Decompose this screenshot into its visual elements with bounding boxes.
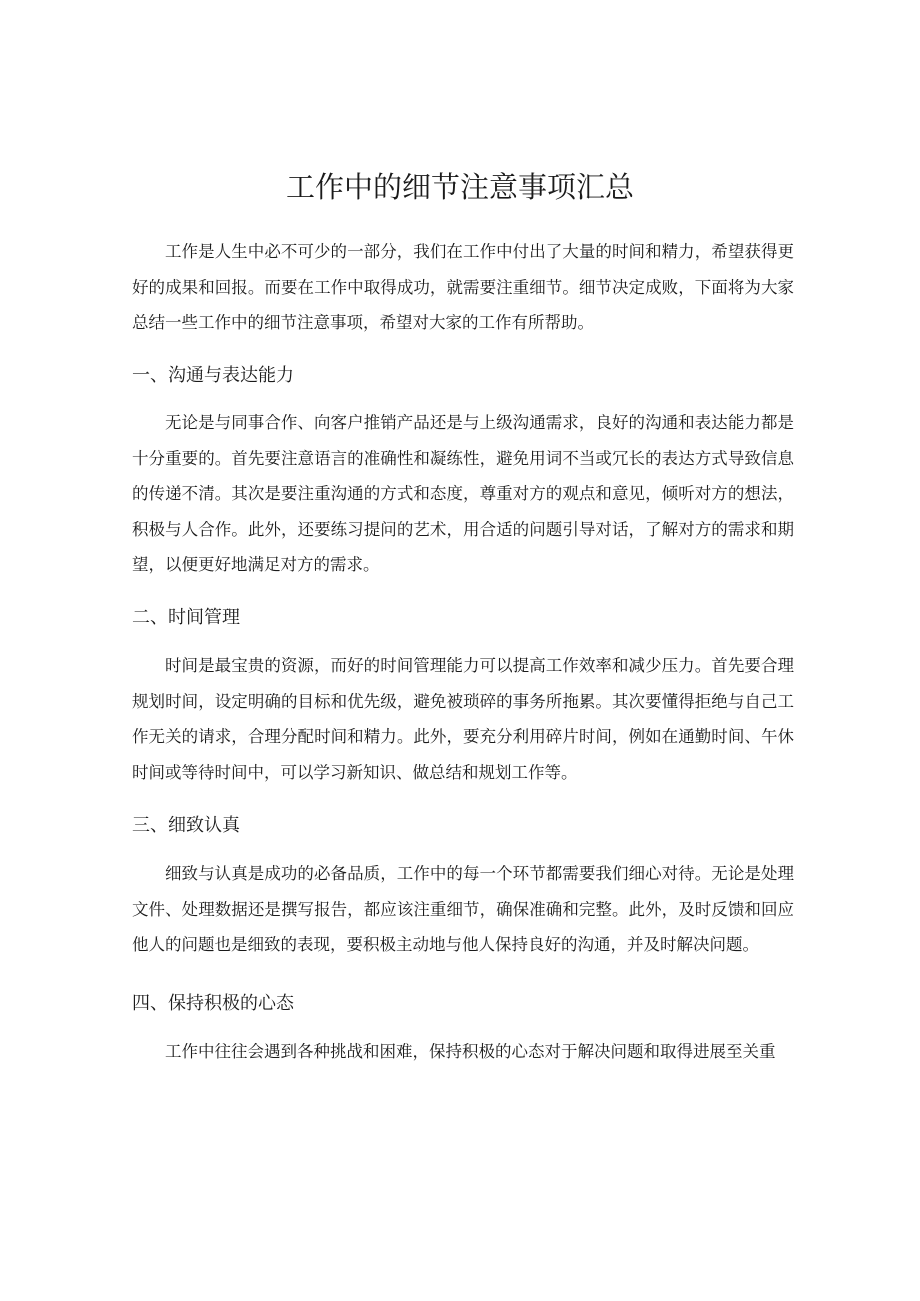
section-heading-time-management: 二、时间管理 [132,607,240,628]
intro-paragraph: 工作是人生中必不可少的一部分，我们在工作中付出了大量的时间和精力，希望获得更好的成果和回报。而要在工作中取得成功，就需要注重细节。细节决定成败，下面将为大家总结一些工作中的细节注意事项，希望对大家的工作有所帮助。 [132,242,794,332]
section-body-positive-attitude: 工作中往往会遇到各种挑战和困难，保持积极的心态对于解决问题和取得进展至关重 [165,1042,776,1061]
section-body-attention-to-detail: 细致与认真是成功的必备品质，工作中的每一个环节都需要我们细心对待。无论是处理文件、处理数据还是撰写报告，都应该注重细节，确保准确和完整。此外，及时反馈和回应他人的问题也是细致的表现，要积极主动地与他人保持良好的沟通，并及时解决问题。 [132,864,794,954]
section-heading-attention-to-detail: 三、细致认真 [132,815,240,836]
section-heading-communication: 一、沟通与表达能力 [132,365,294,386]
section-body-communication: 无论是与同事合作、向客户推销产品还是与上级沟通需求，良好的沟通和表达能力都是十分重要的。首先要注意语言的准确性和凝练性，避免用词不当或冗长的表达方式导致信息的传递不清。其次是要注重沟通的方式和态度，尊重对方的观点和意见，倾听对方的想法，积极与人合作。此外，还要练习提问的艺术，用合适的问题引导对话，了解对方的需求和期望，以便更好地满足对方的需求。 [132,413,794,574]
page-title: 工作中的细节注意事项汇总 [285,170,634,204]
section-body-time-management: 时间是最宝贵的资源，而好的时间管理能力可以提高工作效率和减少压力。首先要合理规划时间，设定明确的目标和优先级，避免被琐碎的事务所拖累。其次要懂得拒绝与自己工作无关的请求，合理分配时间和精力。此外，要充分利用碎片时间，例如在通勤时间、午休时间或等待时间中，可以学习新知识、做总结和规划工作等。 [132,656,794,782]
section-heading-positive-attitude: 四、保持积极的心态 [132,993,294,1014]
